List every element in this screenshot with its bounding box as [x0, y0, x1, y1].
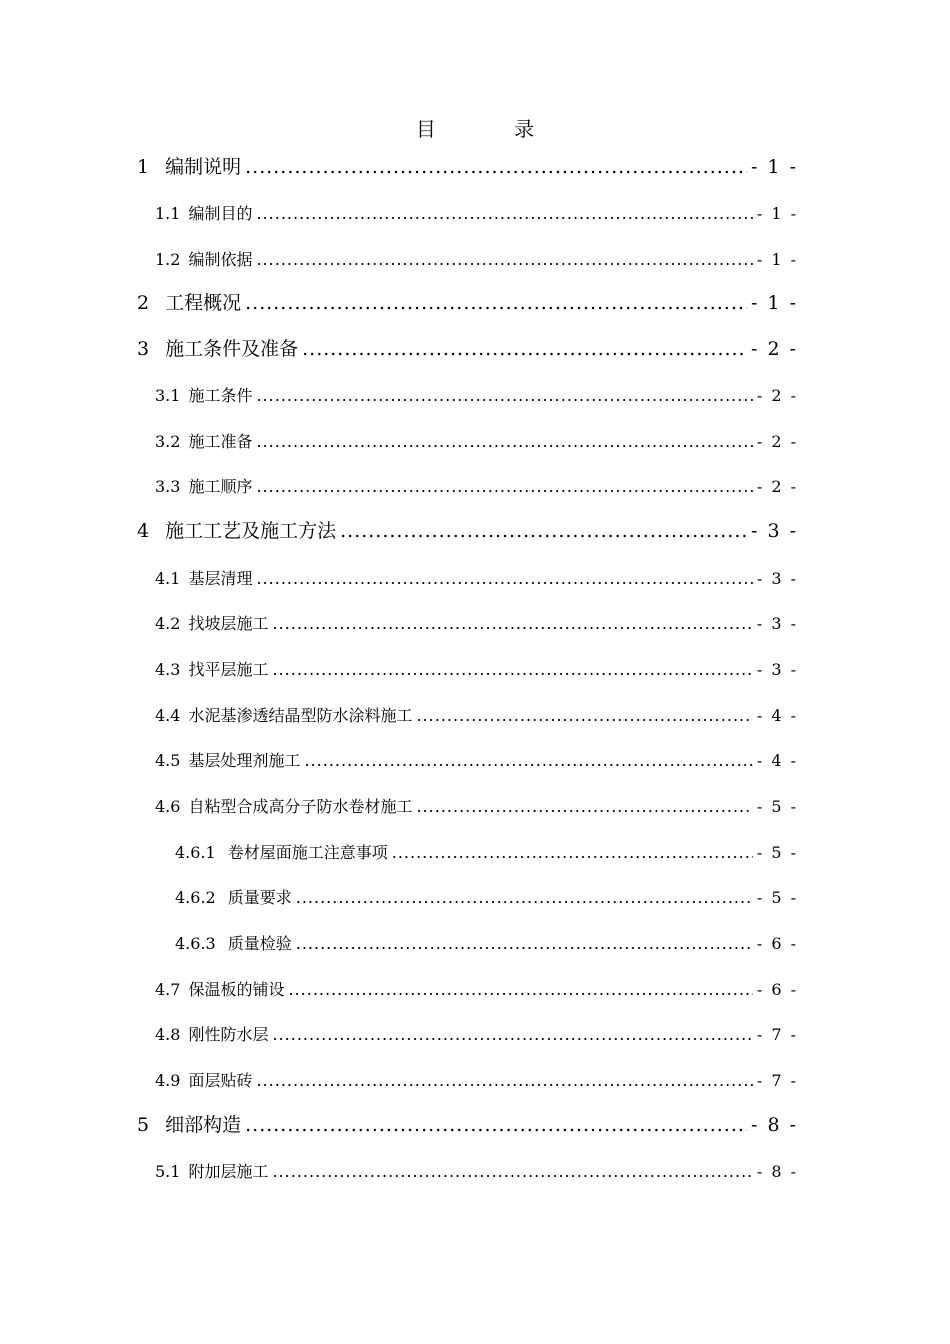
- dot-leader: [256, 385, 752, 407]
- toc-entry-1-2[interactable]: [155, 249, 798, 271]
- toc-label: 编制说明: [165, 156, 242, 178]
- toc-entry-1[interactable]: [137, 154, 798, 180]
- toc-entry-4-8[interactable]: [155, 1024, 798, 1046]
- toc-label: 附加层施工: [188, 1162, 269, 1181]
- dot-leader: [296, 887, 753, 909]
- toc-entry-3-2[interactable]: [155, 431, 798, 453]
- dot-leader: [256, 476, 752, 498]
- dot-leader: [288, 979, 752, 1001]
- toc-entry-4-7[interactable]: [155, 979, 798, 1001]
- dot-leader: [416, 705, 752, 727]
- toc-entry-3[interactable]: [137, 336, 798, 362]
- toc-page-number: - 8 -: [756, 1162, 798, 1181]
- toc-label: 面层贴砖: [188, 1071, 253, 1090]
- toc-page-number: - 4 -: [756, 706, 798, 725]
- toc-entry-4-6[interactable]: [155, 796, 798, 818]
- toc-entry-4-2[interactable]: [155, 613, 798, 635]
- toc-page-number: - 3 -: [756, 569, 798, 588]
- toc-number: 3.1: [155, 386, 181, 405]
- toc-number: 3.3: [155, 477, 181, 496]
- dot-leader: [245, 154, 747, 180]
- toc-number: 4.2: [155, 614, 181, 633]
- toc-label: 找坡层施工: [188, 614, 269, 633]
- toc-number: 4: [137, 520, 150, 542]
- toc-page-number: - 1 -: [756, 204, 798, 223]
- toc-entry-4-6-3[interactable]: [175, 933, 798, 955]
- toc-entry-3-3[interactable]: [155, 476, 798, 498]
- toc-entry-4-6-2[interactable]: [175, 887, 798, 909]
- toc-label: 保温板的铺设: [188, 980, 285, 999]
- toc-page-number: - 4 -: [756, 751, 798, 770]
- toc-number: 4.1: [155, 569, 181, 588]
- toc-entry-1-1[interactable]: [155, 203, 798, 225]
- toc-page-number: - 5 -: [756, 888, 798, 907]
- toc-label: 刚性防水层: [188, 1025, 269, 1044]
- toc-label: 施工顺序: [188, 477, 253, 496]
- toc-number: 4.3: [155, 660, 181, 679]
- toc-label: 卷材屋面施工注意事项: [227, 843, 388, 862]
- toc-number: 4.9: [155, 1071, 181, 1090]
- dot-leader: [296, 933, 753, 955]
- toc-label: 找平层施工: [188, 660, 269, 679]
- toc-entry-4-6-1[interactable]: [175, 842, 798, 864]
- toc-number: 3: [137, 338, 150, 360]
- toc-entry-2[interactable]: [137, 290, 798, 316]
- toc-page-number: - 2 -: [750, 338, 798, 360]
- dot-leader: [256, 203, 752, 225]
- dot-leader: [272, 659, 752, 681]
- toc-label: 编制依据: [188, 250, 253, 269]
- toc-page-number: - 2 -: [756, 477, 798, 496]
- toc-number: 2: [137, 292, 150, 314]
- toc-page-number: - 3 -: [756, 660, 798, 679]
- dot-leader: [256, 249, 752, 271]
- toc-page-number: - 5 -: [756, 843, 798, 862]
- dot-leader: [302, 336, 747, 362]
- toc-page-number: - 1 -: [750, 292, 798, 314]
- toc-label: 细部构造: [165, 1114, 242, 1136]
- toc-entry-4-5[interactable]: [155, 750, 798, 772]
- toc-page-number: - 1 -: [756, 250, 798, 269]
- dot-leader: [245, 1112, 747, 1138]
- toc-title: 目 录: [415, 117, 571, 141]
- toc-entry-5[interactable]: [137, 1112, 798, 1138]
- toc-page-number: - 3 -: [750, 520, 798, 542]
- toc-label: 基层处理剂施工: [188, 751, 301, 770]
- toc-number: 5.1: [155, 1162, 181, 1181]
- toc-entry-4[interactable]: [137, 518, 798, 544]
- toc-number: 4.6: [155, 797, 181, 816]
- toc-page-number: - 5 -: [756, 797, 798, 816]
- toc-label: 施工工艺及施工方法: [165, 520, 337, 542]
- dot-leader: [416, 796, 752, 818]
- toc-number: 4.5: [155, 751, 181, 770]
- dot-leader: [272, 613, 752, 635]
- toc-page-number: - 6 -: [756, 934, 798, 953]
- toc-entry-4-9[interactable]: [155, 1070, 798, 1092]
- dot-leader: [340, 518, 747, 544]
- toc-label: 施工准备: [188, 432, 253, 451]
- toc-number: 4.4: [155, 706, 181, 725]
- dot-leader: [256, 1070, 752, 1092]
- toc-number: 5: [137, 1114, 150, 1136]
- toc-number: 1: [137, 156, 150, 178]
- toc-entry-3-1[interactable]: [155, 385, 798, 407]
- toc-entry-4-1[interactable]: [155, 568, 798, 590]
- toc-page-number: - 8 -: [750, 1114, 798, 1136]
- toc-number: 4.6.2: [175, 888, 216, 907]
- toc-label: 自粘型合成高分子防水卷材施工: [188, 797, 413, 816]
- toc-page-number: - 7 -: [756, 1025, 798, 1044]
- toc-number: 1.1: [155, 204, 181, 223]
- toc-page-number: - 6 -: [756, 980, 798, 999]
- toc-label: 施工条件: [188, 386, 253, 405]
- toc-page-number: - 7 -: [756, 1071, 798, 1090]
- toc-label: 施工条件及准备: [165, 338, 299, 360]
- dot-leader: [256, 568, 752, 590]
- dot-leader: [272, 1161, 752, 1183]
- toc-number: 4.8: [155, 1025, 181, 1044]
- dot-leader: [245, 290, 747, 316]
- toc-page-number: - 1 -: [750, 156, 798, 178]
- toc-page-number: - 2 -: [756, 432, 798, 451]
- toc-label: 质量检验: [227, 934, 292, 953]
- toc-number: 4.7: [155, 980, 181, 999]
- toc-label: 编制目的: [188, 204, 253, 223]
- toc-entry-5-1[interactable]: [155, 1161, 798, 1183]
- toc-page-number: - 3 -: [756, 614, 798, 633]
- dot-leader: [392, 842, 753, 864]
- dot-leader: [304, 750, 752, 772]
- toc-number: 3.2: [155, 432, 181, 451]
- toc-number: 1.2: [155, 250, 181, 269]
- toc-entry-4-3[interactable]: [155, 659, 798, 681]
- toc-number: 4.6.3: [175, 934, 216, 953]
- toc-label: 质量要求: [227, 888, 292, 907]
- dot-leader: [256, 431, 752, 453]
- toc-number: 4.6.1: [175, 843, 216, 862]
- dot-leader: [272, 1024, 752, 1046]
- toc-label: 基层清理: [188, 569, 253, 588]
- toc-page-number: - 2 -: [756, 386, 798, 405]
- toc-label: 水泥基渗透结晶型防水涂料施工: [188, 706, 413, 725]
- toc-entry-4-4[interactable]: [155, 705, 798, 727]
- toc-label: 工程概况: [165, 292, 242, 314]
